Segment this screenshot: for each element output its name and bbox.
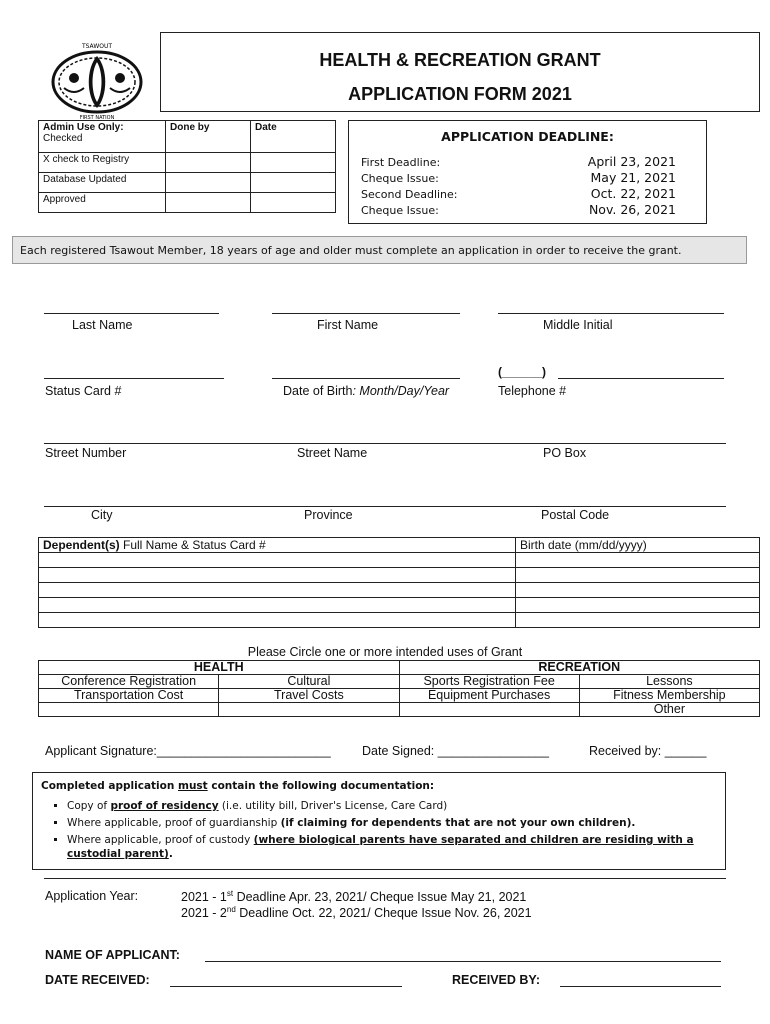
dependent-name-cell[interactable] (39, 613, 516, 628)
admin-cell[interactable] (251, 153, 336, 173)
dob-field[interactable] (272, 378, 460, 379)
use-option[interactable]: Sports Registration Fee (399, 675, 579, 689)
deadline-label: Second Deadline: (361, 188, 458, 201)
title-box (160, 32, 760, 112)
deadline-label: Cheque Issue: (361, 204, 439, 217)
admin-checked-label: Checked (43, 133, 83, 144)
form-title: HEALTH & RECREATION GRANT (319, 50, 601, 70)
street-name-label: Street Name (297, 446, 368, 460)
deadline-label: First Deadline: (361, 156, 441, 169)
tsawout-logo (44, 38, 150, 120)
done-by-header: Done by (166, 121, 251, 153)
use-option[interactable] (399, 703, 579, 717)
birth-date-header: Birth date (mm/dd/yyyy) (516, 538, 760, 553)
use-option[interactable]: Travel Costs (219, 689, 399, 703)
received-by-label: RECEIVED BY: (452, 973, 540, 987)
recreation-header: RECREATION (399, 661, 760, 675)
last-name-label: Last Name (72, 318, 133, 332)
admin-cell[interactable] (166, 153, 251, 173)
admin-use-label: Admin Use Only: (43, 122, 124, 133)
use-option[interactable]: Equipment Purchases (399, 689, 579, 703)
documentation-header: Completed application must contain the following documentation: (41, 780, 435, 792)
dependent-name-cell[interactable] (39, 553, 516, 568)
telephone-field[interactable] (558, 378, 724, 379)
use-option[interactable]: Conference Registration (39, 675, 219, 689)
dependent-birth-cell[interactable] (516, 583, 760, 598)
application-year-label: Application Year: (45, 889, 139, 903)
deadline-label: Cheque Issue: (361, 172, 439, 185)
first-name-label: First Name (317, 318, 379, 332)
dependents-table (38, 537, 760, 628)
admin-cell[interactable] (251, 173, 336, 193)
name-of-applicant-label: NAME OF APPLICANT: (45, 948, 180, 962)
health-header: HEALTH (39, 661, 400, 675)
province-label: Province (304, 508, 353, 522)
logo-top-text: TSAWOUT (81, 43, 113, 50)
dependent-name-cell[interactable] (39, 568, 516, 583)
admin-cell[interactable] (166, 173, 251, 193)
admin-use-table (38, 120, 336, 213)
dependent-birth-cell[interactable] (516, 553, 760, 568)
dependent-name-cell[interactable] (39, 583, 516, 598)
telephone-label: Telephone # (498, 384, 567, 398)
use-option[interactable]: Lessons (579, 675, 759, 689)
postal-code-label: Postal Code (541, 508, 610, 522)
documentation-box (32, 772, 726, 870)
first-name-field[interactable] (272, 313, 460, 314)
admin-row-label: X check to Registry (39, 153, 166, 173)
date-signed-field[interactable]: Date Signed: ________________ (362, 744, 549, 758)
admin-row-label: Database Updated (39, 173, 166, 193)
phone-area-code: (______) (498, 365, 547, 379)
dependent-name-cell[interactable] (39, 598, 516, 613)
city-field[interactable] (44, 506, 726, 507)
documentation-item: ▪ Where applicable, proof of custody (where biological parents have separated and children are residing with a custodial parent). (67, 833, 717, 861)
grant-uses-table (38, 660, 760, 717)
use-option[interactable] (39, 703, 219, 717)
dependent-birth-cell[interactable] (516, 598, 760, 613)
documentation-item: ▪ Copy of proof of residency (i.e. utility bill, Driver's License, Care Card) (67, 799, 717, 813)
middle-initial-field[interactable] (498, 313, 724, 314)
uses-instruction: Please Circle one or more intended uses of Grant (247, 645, 523, 659)
name-of-applicant-field[interactable] (205, 961, 721, 962)
use-option[interactable]: Other (579, 703, 759, 717)
street-number-label: Street Number (45, 446, 127, 460)
deadline-value: Nov. 26, 2021 (588, 202, 676, 217)
date-received-field[interactable] (170, 986, 402, 987)
deadline-value: Oct. 22, 2021 (590, 186, 676, 201)
dob-label: Date of Birth: Month/Day/Year (283, 384, 450, 398)
application-year-line1: 2021 - 1st Deadline Apr. 23, 2021/ Cheque Issue May 21, 2021 (181, 889, 527, 905)
dependent-birth-cell[interactable] (516, 613, 760, 628)
status-card-label: Status Card # (45, 384, 122, 398)
applicant-signature-field[interactable]: Applicant Signature:_________________________ (45, 744, 331, 758)
middle-initial-label: Middle Initial (543, 318, 613, 332)
admin-cell[interactable] (166, 193, 251, 213)
deadline-header: APPLICATION DEADLINE: (441, 129, 614, 144)
application-year-line2: 2021 - 2nd Deadline Oct. 22, 2021/ Cheque Issue Nov. 26, 2021 (181, 905, 532, 921)
use-option[interactable]: Cultural (219, 675, 399, 689)
date-header: Date (251, 121, 336, 153)
use-option[interactable]: Fitness Membership (579, 689, 759, 703)
received-by-footer-field[interactable] (560, 986, 721, 987)
city-label: City (91, 508, 113, 522)
street-field[interactable] (44, 443, 726, 444)
po-box-label: PO Box (543, 446, 587, 460)
last-name-field[interactable] (44, 313, 219, 314)
documentation-item: ▪ Where applicable, proof of guardianship (if claiming for dependents that are not your own children). (67, 816, 717, 830)
dependent-birth-cell[interactable] (516, 568, 760, 583)
deadline-value: May 21, 2021 (590, 170, 676, 185)
eligibility-notice: Each registered Tsawout Member, 18 years of age and older must complete an application in order to receive the grant. (12, 236, 747, 264)
logo-bottom-text: FIRST NATION (79, 115, 115, 120)
admin-cell[interactable] (251, 193, 336, 213)
date-received-label: DATE RECEIVED: (45, 973, 150, 987)
deadline-value: April 23, 2021 (587, 154, 676, 169)
use-option[interactable] (219, 703, 399, 717)
form-subtitle: APPLICATION FORM 2021 (348, 84, 572, 104)
received-by-field[interactable]: Received by: ______ (589, 744, 707, 758)
dependents-header: Dependent(s) Full Name & Status Card # (39, 538, 516, 553)
section-divider (44, 878, 726, 879)
admin-row-label: Approved (39, 193, 166, 213)
status-card-field[interactable] (44, 378, 224, 379)
use-option[interactable]: Transportation Cost (39, 689, 219, 703)
deadline-box (348, 120, 707, 224)
